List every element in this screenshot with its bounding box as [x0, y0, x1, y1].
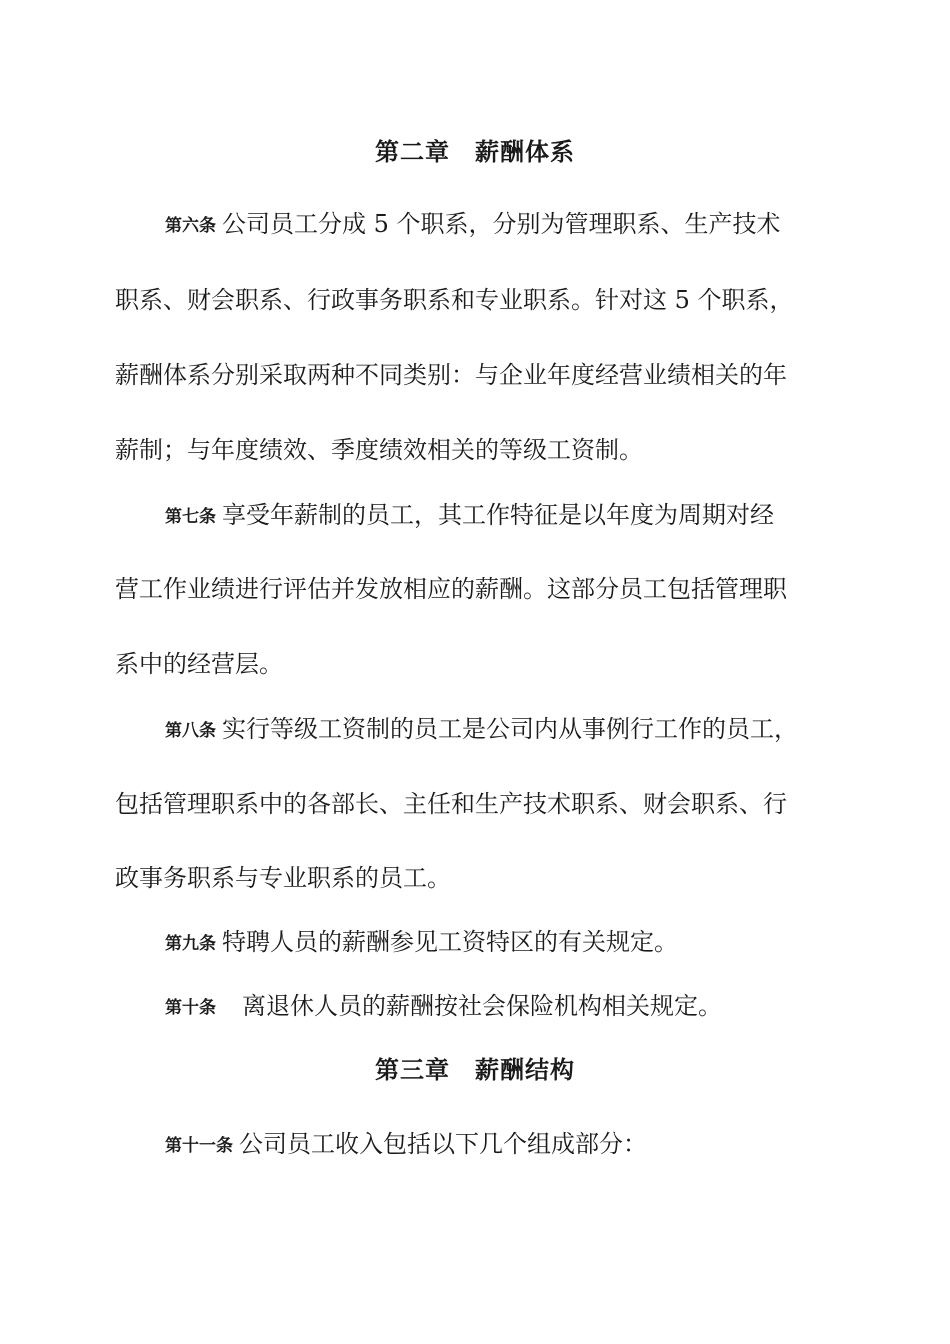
article-10-label: 第十条 — [165, 998, 216, 1018]
article-11-text: 公司员工收入包括以下几个组成部分： — [239, 1130, 647, 1158]
chapter-3-heading: 第三章 薪酬结构 — [375, 1056, 575, 1084]
article-6-line-4: 薪制；与年度绩效、季度绩效相关的等级工资制。 — [115, 436, 643, 464]
article-8-line-3: 政事务职系与专业职系的员工。 — [115, 864, 451, 892]
article-8-line-1 — [165, 713, 855, 748]
article-7-line-2: 营工作业绩进行评估并发放相应的薪酬。这部分员工包括管理职 — [115, 575, 787, 603]
article-11 — [165, 1128, 855, 1163]
article-7-label: 第七条 — [165, 507, 216, 527]
article-9 — [165, 926, 855, 961]
article-11-label: 第十一条 — [165, 1136, 233, 1156]
article-7-text-1: 享受年薪制的员工，其工作特征是以年度为周期对经 — [222, 501, 774, 529]
article-6-label: 第六条 — [165, 216, 216, 236]
article-8-line-2: 包括管理职系中的各部长、主任和生产技术职系、财会职系、行 — [115, 790, 787, 818]
article-8-label: 第八条 — [165, 721, 216, 741]
chapter-2-heading: 第二章 薪酬体系 — [375, 138, 575, 166]
article-9-text: 特聘人员的薪酬参见工资特区的有关规定。 — [222, 928, 678, 956]
article-10-text: 离退休人员的薪酬按社会保险机构相关规定。 — [242, 992, 722, 1020]
article-6-line-1 — [165, 208, 855, 243]
article-6-line-3: 薪酬体系分别采取两种不同类别：与企业年度经营业绩相关的年 — [115, 361, 787, 389]
article-7-line-3: 系中的经营层。 — [115, 650, 283, 678]
article-6-text-1: 公司员工分成 5 个职系，分别为管理职系、生产技术 — [222, 210, 781, 238]
article-7-line-1 — [165, 499, 855, 534]
article-10 — [165, 990, 855, 1025]
article-8-text-1: 实行等级工资制的员工是公司内从事例行工作的员工， — [222, 715, 798, 743]
article-9-label: 第九条 — [165, 934, 216, 954]
article-6-line-2: 职系、财会职系、行政事务职系和专业职系。针对这 5 个职系， — [115, 286, 794, 314]
